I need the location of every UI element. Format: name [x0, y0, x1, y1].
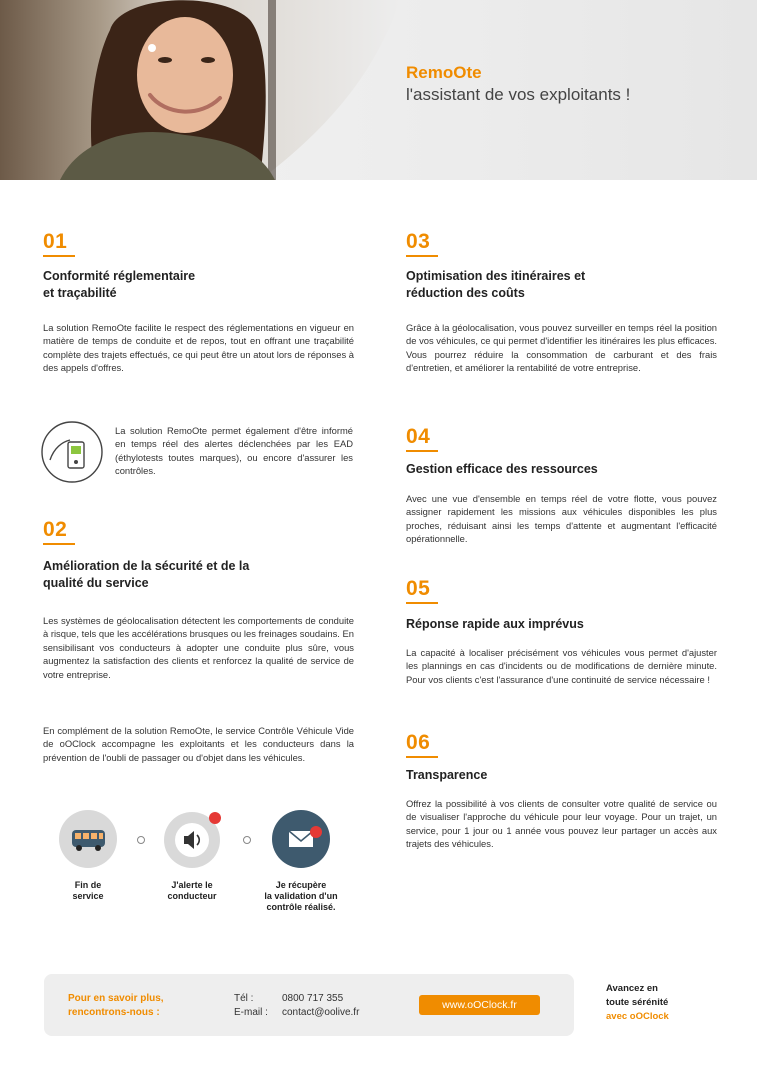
bus-icon — [59, 810, 117, 868]
section-body-01: La solution RemoOte facilite le respect des réglementations en vigueur en matière de temps de conduite et de repos, tout en offrant une traçabilité complète des trajets effectués, ce qui peut être un atout lors de réponses à des appels d'offres. — [43, 322, 354, 374]
phone-label: Tél : — [234, 993, 254, 1004]
step-separator — [243, 836, 251, 844]
section-underline — [406, 756, 438, 758]
caption-line: service — [72, 891, 104, 901]
title-line: Optimisation des itinéraires et — [406, 269, 586, 283]
section-underline — [406, 450, 438, 452]
section-title-01 — [43, 268, 363, 302]
section-body-03: Grâce à la géolocalisation, vous pouvez surveiller en temps réel la position de vos véhicules, ce qui permet d'identifier les itinéraires les plus efficaces. Vous pourrez réduire la consommation de carburant et des frais d'entretien, et améliorer la rentabilité de votre entreprise. — [406, 322, 717, 374]
section-number-04: 04 — [406, 425, 431, 448]
title-line: Conformité réglementaire — [43, 269, 196, 283]
section-underline — [406, 255, 438, 257]
section-underline — [43, 255, 75, 257]
section-body-06: Offrez la possibilité à vos clients de consulter votre qualité de service ou de visualiser l'approche du véhicule pour leur voyage. Pour un trajet, un service, pour 1 jour ou 1 année vous pouvez leur partager un accès aux trajets des véhicules. — [406, 798, 717, 850]
title-line: et traçabilité — [43, 286, 117, 300]
email-label: E-mail : — [234, 1007, 268, 1018]
section-title-05: Réponse rapide aux imprévus — [406, 617, 584, 631]
slogan-line: Avancez en — [606, 983, 658, 994]
step-bus — [59, 810, 117, 868]
section-underline — [43, 543, 75, 545]
footer-slogan — [606, 982, 669, 1024]
caption-line: Je récupère — [275, 880, 327, 890]
breathalyzer-icon — [40, 420, 104, 484]
section-body-05: La capacité à localiser précisément vos véhicules vous permet d'ajuster les plannings en cas d'incidents ou de modifications de dernière minute. Pour vos clients c'est l'assurance d'une continuité de service nécessaire ! — [406, 647, 717, 685]
caption-line: contrôle réalisé. — [266, 902, 336, 912]
header-banner — [0, 0, 757, 180]
envelope-badge-icon — [310, 826, 322, 838]
caption-line: Fin de — [74, 880, 102, 890]
title-line: qualité du service — [43, 576, 149, 590]
title-line: réduction des coûts — [406, 286, 525, 300]
section-title-04: Gestion efficace des ressources — [406, 462, 598, 476]
step-separator — [137, 836, 145, 844]
caption-line: conducteur — [167, 891, 217, 901]
section-title-03 — [406, 268, 726, 302]
slogan-line: toute sérénité — [606, 997, 669, 1008]
slogan-line: avec oOClock — [606, 1011, 669, 1022]
section-number-02: 02 — [43, 518, 68, 541]
alert-badge-icon — [209, 812, 221, 824]
footer-contact — [234, 992, 359, 1020]
phone-number[interactable]: 0800 717 355 — [282, 993, 344, 1004]
step-caption-3 — [251, 880, 351, 913]
title-line: Amélioration de la sécurité et de la — [43, 559, 250, 573]
email-link[interactable]: contact@oolive.fr — [282, 1007, 360, 1018]
step-caption-1 — [48, 880, 128, 902]
caption-line: la validation d'un — [264, 891, 338, 901]
section-note-01: La solution RemoOte permet également d'être informé en temps réel des alertes déclenchées par les EAD (éthylotests toutes marques), ou encore d'assurer les contrôles. — [115, 425, 353, 477]
cta-line: rencontrons-nous : — [68, 1007, 160, 1018]
section-body-02a: Les systèmes de géolocalisation détectent les comportements de conduite à risque, tels que les accélérations brusques ou les freinages soudains. En sensibilisant vos conducteurs à adopter une conduite plus sûre, vous augmentez la satisfaction des clients et renforcez la qualité de service de votre entreprise. — [43, 615, 354, 680]
section-number-06: 06 — [406, 731, 431, 754]
brand-name: RemoOte — [406, 63, 482, 82]
step-caption-2 — [152, 880, 232, 902]
envelope-icon — [272, 810, 330, 868]
section-title-06: Transparence — [406, 768, 488, 782]
section-body-04: Avec une vue d'ensemble en temps réel de votre flotte, vous pouvez assigner rapidement les missions aux véhicules disponibles les plus proches, réduisant ainsi les temps d'attente et augmentant l'efficacité opérationnelle. — [406, 493, 717, 545]
section-body-02b: En complément de la solution RemoOte, le service Contrôle Véhicule Vide de oOClock accompagne les exploitants et les conducteurs dans la prévention de l'oubli de passager ou d'objet dans les véhicules. — [43, 725, 354, 763]
website-button[interactable]: www.oOClock.fr — [419, 995, 540, 1015]
section-number-03: 03 — [406, 230, 431, 253]
footer-cta — [68, 992, 164, 1020]
email-row — [234, 1006, 359, 1020]
section-number-01: 01 — [43, 230, 68, 253]
section-underline — [406, 602, 438, 604]
cta-line: Pour en savoir plus, — [68, 993, 164, 1004]
header-photo — [0, 0, 757, 180]
section-number-05: 05 — [406, 577, 431, 600]
header-tagline: l'assistant de vos exploitants ! — [406, 85, 631, 104]
phone-row — [234, 992, 359, 1006]
caption-line: J'alerte le — [171, 880, 213, 890]
section-title-02 — [43, 558, 363, 592]
step-envelope — [272, 810, 330, 868]
